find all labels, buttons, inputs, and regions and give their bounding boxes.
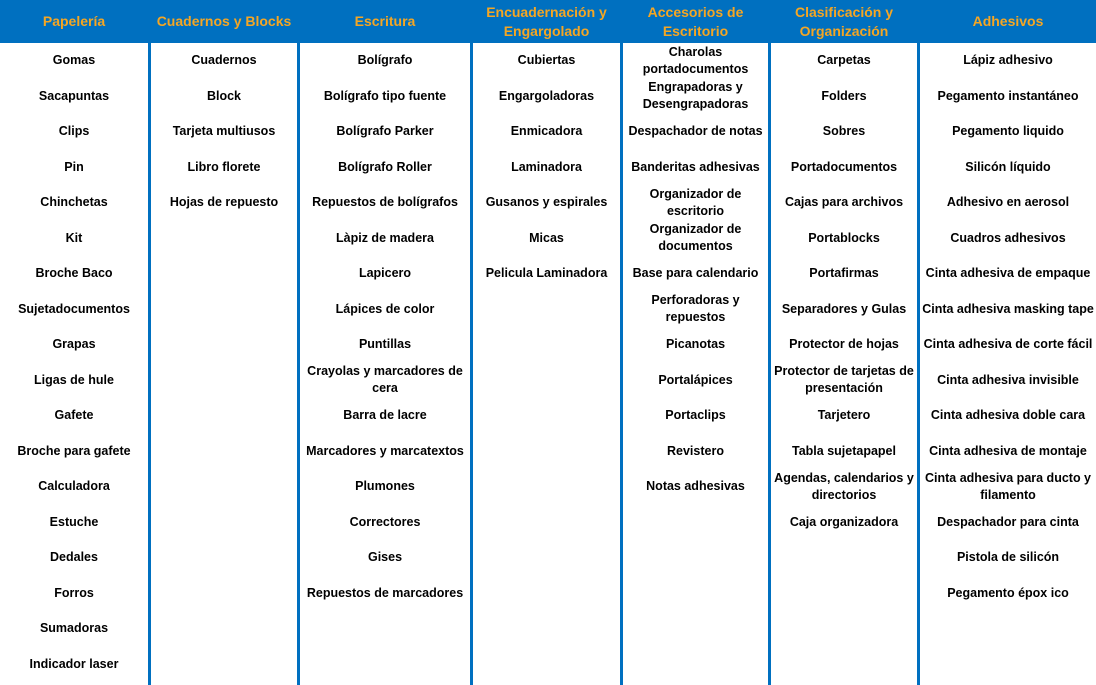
list-item[interactable]: Bolígrafo tipo fuente	[323, 88, 447, 103]
column-header[interactable]: Escritura	[300, 0, 470, 43]
list-item[interactable]: Forros	[54, 585, 94, 600]
list-item[interactable]: Cubiertas	[517, 53, 576, 68]
list-item[interactable]: Notas adhesivas	[646, 479, 745, 494]
item-list	[771, 43, 917, 540]
list-item[interactable]: Banderitas adhesivas	[631, 159, 760, 174]
list-item[interactable]: Tarjetero	[817, 408, 871, 423]
list-item[interactable]: Tarjeta multiusos	[172, 124, 276, 139]
item-list	[920, 43, 1096, 611]
list-item[interactable]: Hojas de repuesto	[169, 195, 279, 210]
list-item[interactable]: Pegamento liquido	[952, 124, 1064, 139]
column-header[interactable]: Clasificación y Organización	[771, 0, 917, 43]
list-item[interactable]: Caja organizadora	[789, 514, 899, 529]
list-item[interactable]: Kit	[65, 230, 83, 245]
item-list	[0, 43, 148, 682]
list-item[interactable]: Dedales	[50, 550, 98, 565]
list-item[interactable]: Base para calendario	[632, 266, 759, 281]
list-item[interactable]: Portaclips	[665, 408, 726, 423]
list-item[interactable]: Cinta adhesiva de montaje	[929, 443, 1087, 458]
list-item[interactable]: Plumones	[355, 479, 415, 494]
list-item[interactable]: Enmicadora	[510, 124, 583, 139]
list-item[interactable]: Broche para gafete	[17, 443, 131, 458]
list-item[interactable]: Pelicula Laminadora	[485, 266, 608, 281]
list-item[interactable]: Block	[206, 88, 242, 103]
list-item[interactable]: Bolígrafo Parker	[336, 124, 434, 139]
list-item[interactable]: Sujetadocumentos	[18, 301, 130, 316]
list-item[interactable]: Cajas para archivos	[784, 195, 904, 210]
list-item[interactable]: Pistola de silicón	[956, 550, 1060, 565]
item-list	[473, 43, 620, 292]
list-item[interactable]: Separadores y Gulas	[781, 301, 907, 316]
list-item[interactable]: Protector de hojas	[789, 337, 899, 352]
list-item[interactable]: Picanotas	[665, 337, 726, 352]
list-item[interactable]: Agendas, calendarios y directorios	[774, 470, 914, 502]
list-item[interactable]: Cinta adhesiva invisible	[937, 372, 1079, 387]
column-header[interactable]: Papelería	[0, 0, 148, 43]
list-item[interactable]: Clips	[58, 124, 90, 139]
list-item[interactable]: Ligas de hule	[34, 372, 114, 387]
list-item[interactable]: Gafete	[54, 408, 94, 423]
column-adhesivos	[920, 0, 1096, 685]
list-item[interactable]: Bolígrafo	[357, 53, 413, 68]
list-item[interactable]: Cinta adhesiva masking tape	[922, 301, 1094, 316]
column-header[interactable]: Accesorios de Escritorio	[623, 0, 768, 43]
column-header[interactable]: Cuadernos y Blocks	[151, 0, 297, 43]
column-header[interactable]: Adhesivos	[920, 0, 1096, 43]
list-item[interactable]: Despachador para cinta	[937, 514, 1079, 529]
list-item[interactable]: Carpetas	[817, 53, 871, 68]
list-item[interactable]: Pegamento épox ico	[947, 585, 1069, 600]
list-item[interactable]: Organizador de escritorio	[649, 186, 742, 218]
list-item[interactable]: Micas	[529, 230, 564, 245]
list-item[interactable]: Cinta adhesiva doble cara	[930, 408, 1086, 423]
list-item[interactable]: Làpiz de madera	[336, 230, 434, 245]
list-item[interactable]: Cinta adhesiva para ducto y filamento	[924, 470, 1092, 502]
column-accesorios-escritorio	[623, 0, 771, 685]
list-item[interactable]: Gomas	[52, 53, 96, 68]
list-item[interactable]: Engrapadoras y Desengrapadoras	[642, 80, 749, 112]
list-item[interactable]: Pegamento instantáneo	[937, 88, 1079, 103]
list-item[interactable]: Marcadores y marcatextos	[306, 443, 464, 458]
list-item[interactable]: Cuadernos	[191, 53, 257, 68]
list-item[interactable]: Portadocumentos	[790, 159, 898, 174]
item-list	[623, 43, 768, 505]
list-item[interactable]: Barra de lacre	[343, 408, 427, 423]
list-item[interactable]: Calculadora	[38, 479, 110, 494]
column-escritura	[300, 0, 473, 685]
list-item[interactable]: Sacapuntas	[38, 88, 110, 103]
column-header[interactable]: Encuadernación y Engargolado	[473, 0, 620, 43]
item-list	[300, 43, 470, 611]
list-item[interactable]: Folders	[821, 88, 867, 103]
list-item[interactable]: Portablocks	[808, 230, 880, 245]
list-item[interactable]: Gusanos y espirales	[485, 195, 608, 210]
list-item[interactable]: Laminadora	[511, 159, 582, 174]
list-item[interactable]: Cinta adhesiva de corte fácil	[923, 337, 1093, 352]
list-item[interactable]: Engargoladoras	[498, 88, 595, 103]
list-item[interactable]: Repuestos de marcadores	[306, 585, 464, 600]
list-item[interactable]: Pin	[64, 159, 84, 174]
list-item[interactable]: Cinta adhesiva de empaque	[925, 266, 1091, 281]
list-item[interactable]: Perforadoras y repuestos	[651, 293, 740, 325]
list-item[interactable]: Grapas	[52, 337, 96, 352]
column-cuadernos-blocks	[151, 0, 300, 685]
list-item[interactable]: Gises	[367, 550, 403, 565]
list-item[interactable]: Crayolas y marcadores de cera	[307, 364, 463, 396]
list-item[interactable]: Libro florete	[187, 159, 261, 174]
list-item[interactable]: Indicador laser	[29, 656, 119, 671]
list-item[interactable]: Chinchetas	[40, 195, 108, 210]
list-item[interactable]: Correctores	[349, 514, 421, 529]
list-item[interactable]: Sumadoras	[39, 621, 109, 636]
list-item[interactable]: Estuche	[49, 514, 99, 529]
list-item[interactable]: Tabla sujetapapel	[792, 443, 896, 458]
column-encuadernacion	[473, 0, 623, 685]
item-list	[151, 43, 297, 221]
list-item[interactable]: Cuadros adhesivos	[950, 230, 1066, 245]
list-item[interactable]: Bolígrafo Roller	[338, 159, 432, 174]
list-item[interactable]: Portafirmas	[809, 266, 879, 281]
list-item[interactable]: Despachador de notas	[628, 124, 763, 139]
list-item[interactable]: Silicón líquido	[965, 159, 1051, 174]
column-clasificacion	[771, 0, 920, 685]
list-item[interactable]: Lápices de color	[335, 301, 435, 316]
list-item[interactable]: Charolas portadocumentos	[642, 44, 749, 76]
list-item[interactable]: Puntillas	[358, 337, 412, 352]
list-item[interactable]: Adhesivo en aerosol	[946, 195, 1070, 210]
list-item[interactable]: Sobres	[822, 124, 866, 139]
list-item[interactable]: Broche Baco	[35, 266, 113, 281]
list-item[interactable]: Revistero	[667, 443, 724, 458]
list-item[interactable]: Lápiz adhesivo	[963, 53, 1053, 68]
list-item[interactable]: Portalápices	[658, 372, 733, 387]
list-item[interactable]: Protector de tarjetas de presentación	[774, 364, 914, 396]
list-item[interactable]: Organizador de documentos	[649, 222, 742, 254]
list-item[interactable]: Lapicero	[358, 266, 412, 281]
column-papeleria	[0, 0, 151, 685]
list-item[interactable]: Repuestos de bolígrafos	[312, 195, 458, 210]
